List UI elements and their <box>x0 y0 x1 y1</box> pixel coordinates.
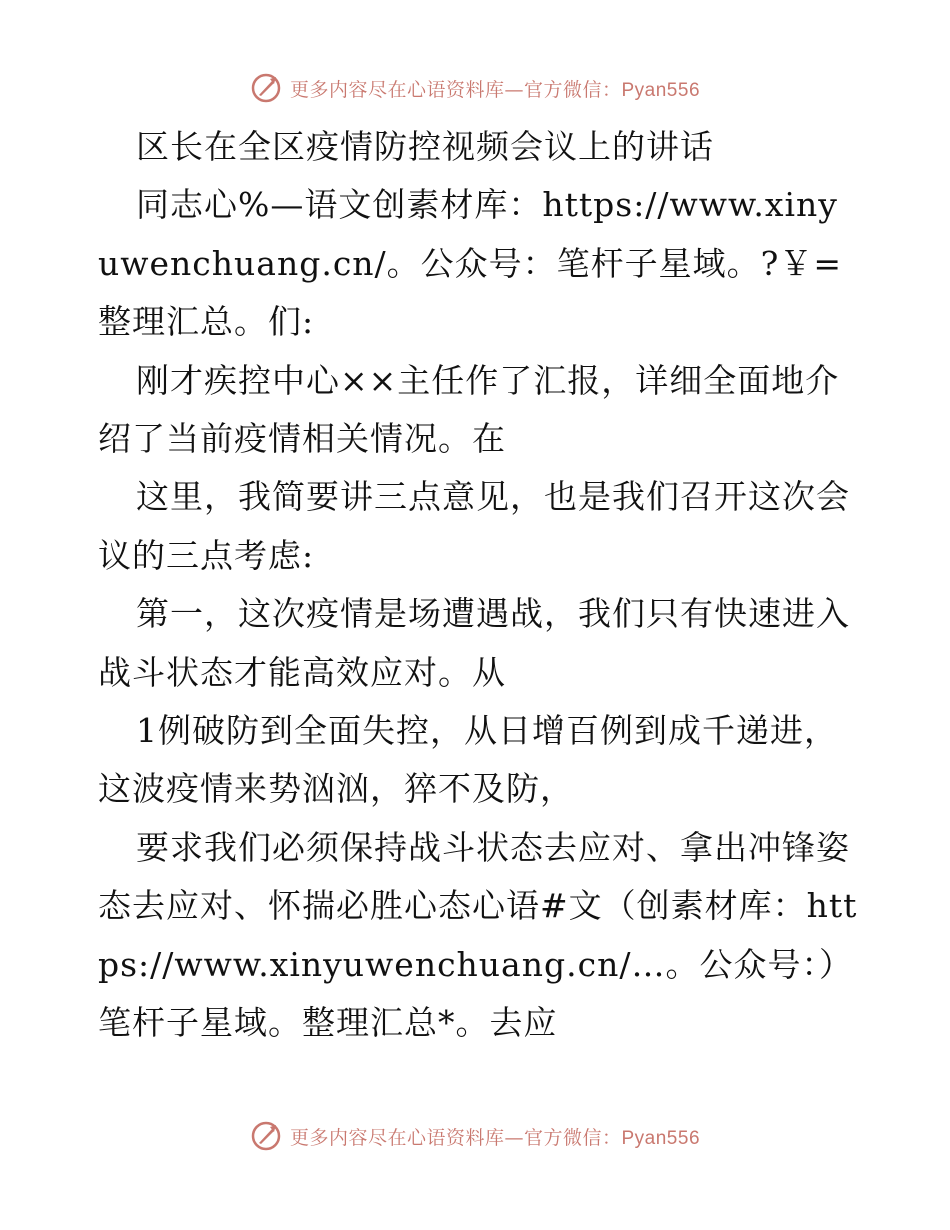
paragraph: 要求我们必须保持战斗状态去应对、拿出冲锋姿态去应对、怀揣必胜心态心语#文（创素材库：https://www.xinyuwenchuang.cn/…。公众号：）笔杆子星域。整理汇总*。去应 <box>98 827 858 1043</box>
footer-banner-text: 更多内容尽在心语资料库—官方微信： <box>289 1126 622 1149</box>
document-body <box>98 118 858 1053</box>
header-banner-text: 更多内容尽在心语资料库—官方微信： <box>289 78 622 101</box>
paragraph: 刚才疾控中心××主任作了汇报，详细全面地介绍了当前疫情相关情况。在 <box>98 360 840 459</box>
footer-banner-contact: Pyan556 <box>621 1127 701 1149</box>
header-banner <box>0 72 950 104</box>
paragraph: 这里，我简要讲三点意见，也是我们召开这次会议的三点考虑: <box>98 477 850 575</box>
quill-logo-icon <box>250 1120 282 1152</box>
footer-banner <box>0 1120 950 1152</box>
document-title: 区长在全区疫情防控视频会议上的讲话 <box>136 127 714 166</box>
paragraph: 1例破防到全面失控，从日增百例到成千递进，这波疫情来势汹汹，猝不及防， <box>98 711 838 809</box>
quill-logo-icon <box>250 72 282 104</box>
paragraph: 第一，这次疫情是场遭遇战，我们只有快速进入战斗状态才能高效应对。从 <box>98 594 850 692</box>
header-banner-contact: Pyan556 <box>621 79 701 101</box>
paragraph: 同志心%—语文创素材库：https://www.xinyuwenchuang.cn/。公众号：笔杆子星域。?￥=整理汇总。们: <box>98 185 843 342</box>
